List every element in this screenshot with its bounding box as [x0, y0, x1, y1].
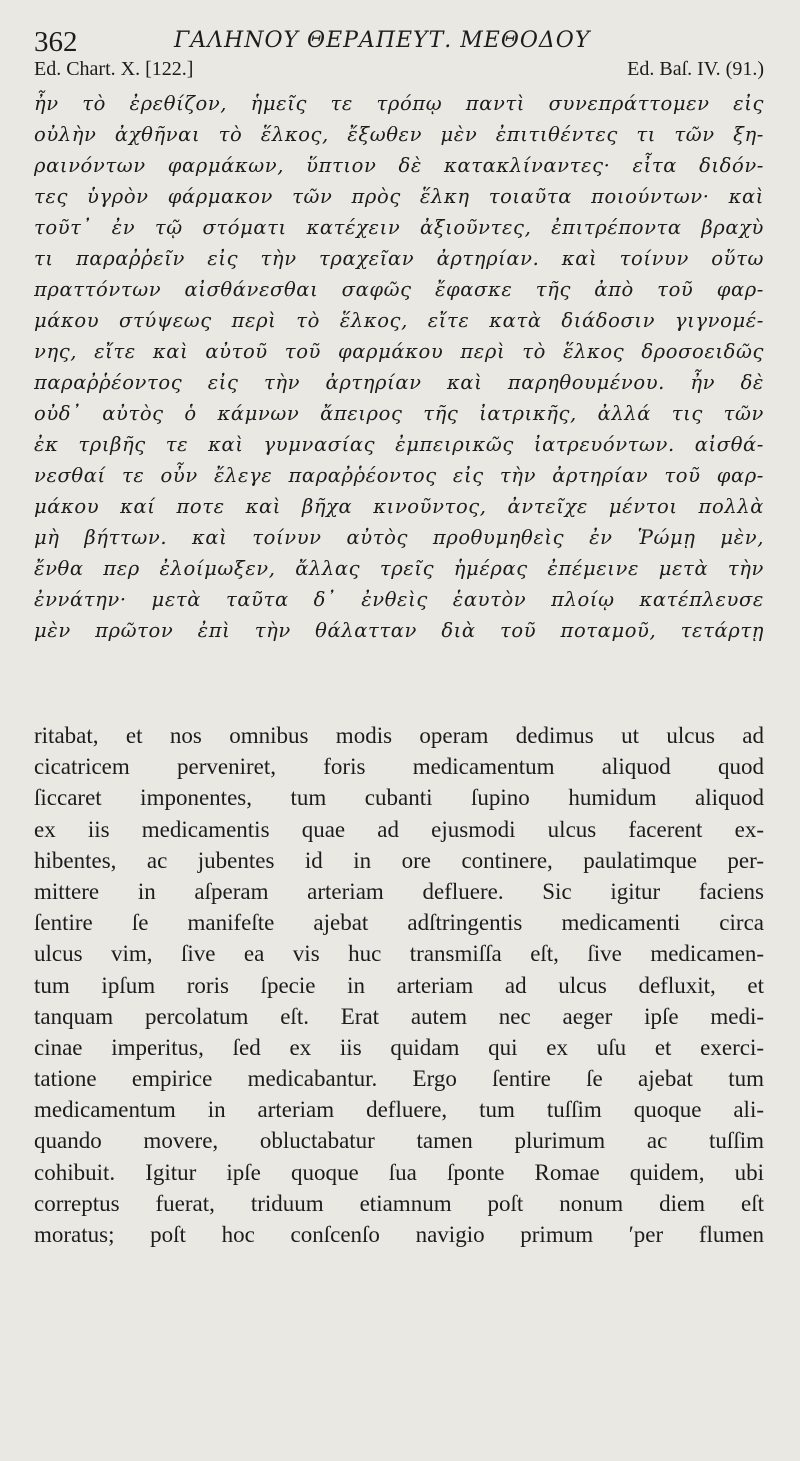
latin-text-line: moratus; poſt hoc conſcenſo navigio primum ʹper flumen: [34, 1222, 764, 1247]
greek-text-line: τες ὑγρὸν φάρμακον τῶν πρὸς ἕλκη τοιαῦτα ποιούντων· καὶ: [34, 185, 764, 208]
latin-text-line: ſentire ſe manifeſte ajebat adſtringentis medicamenti circa: [34, 910, 764, 936]
greek-text-line: νης, εἴτε καὶ αὐτοῦ τοῦ φαρμάκου περὶ τὸ ἕλκος δροσοειδῶς: [34, 340, 764, 363]
latin-text-line: ſiccaret imponentes, tum cubanti ſupino humidum aliquod: [34, 785, 764, 811]
column-gap: [34, 646, 764, 720]
greek-text-line: τοῦτ᾽ ἐν τῷ στόματι κατέχειν ἀξιοῦντες, ἐπιτρέποντα βραχὺ: [34, 216, 764, 239]
latin-text-line: ritabat, et nos omnibus modis operam dedimus ut ulcus ad: [34, 723, 764, 748]
latin-text-line: tanquam percolatum eſt. Erat autem nec aeger ipſe medi-: [34, 1003, 764, 1029]
greek-text-line: μὴ βήττων. καὶ τοίνυν αὐτὸς προθυμηθεὶς ἐν Ῥώμῃ μὲν,: [34, 526, 764, 549]
greek-text-line: ἔνθα περ ἐλοίμωξεν, ἄλλας τρεῖς ἡμέρας ἐπέμεινε μετὰ τὴν: [34, 557, 764, 580]
latin-text-line: tatione empirice medicabantur. Ergo ſentire ſe ajebat tum: [34, 1066, 764, 1092]
latin-translation-block: [34, 720, 764, 1250]
latin-text-line: mittere in aſperam arteriam defluere. Sic igitur faciens: [34, 878, 764, 904]
greek-text-line: ραινόντων φαρμάκων, ὕπτιον δὲ κατακλίναντες· εἶτα διδόν-: [34, 154, 764, 177]
latin-text-line: hibentes, ac jubentes id in ore continere, paulatimque per-: [34, 847, 764, 873]
greek-text-line: μάκου στύψεως περὶ τὸ ἕλκος, εἴτε κατὰ διάδοσιν γιγνομέ-: [34, 309, 764, 332]
latin-text-line: cohibuit. Igitur ipſe quoque ſua ſponte Romae quidem, ubi: [34, 1159, 764, 1185]
greek-text-line: ἐκ τριβῆς τε καὶ γυμνασίας ἐμπειρικῶς ἰατρευόντων. αἰσθά-: [34, 433, 764, 456]
latin-text-line: ulcus vim, ſive ea vis huc transmiſſa eſt, ſive medicamen-: [34, 941, 764, 967]
latin-text-line: cinae imperitus, ſed ex iis quidam qui ex uſu et exerci-: [34, 1034, 764, 1060]
greek-text-line: οὐδ᾽ αὐτὸς ὁ κάμνων ἄπειρος τῆς ἰατρικῆς, ἀλλά τις τῶν: [34, 402, 764, 425]
latin-text-line: tum ipſum roris ſpecie in arteriam ad ulcus defluxit, et: [34, 972, 764, 998]
page-number: 362: [34, 26, 78, 58]
latin-text-line: correptus fuerat, triduum etiamnum poſt nonum diem eſt: [34, 1190, 764, 1216]
edition-reference-basel: Ed. Baſ. IV. (91.): [627, 58, 764, 80]
greek-text-line: παραῤῥέοντος εἰς τὴν ἀρτηρίαν καὶ παρηθουμένου. ἦν δὲ: [34, 371, 764, 394]
greek-text-line: μάκου καί ποτε καὶ βῆχα κινοῦντος, ἀντεῖχε μέντοι πολλὰ: [34, 495, 764, 518]
edition-references: [34, 58, 764, 84]
greek-text-line: πραττόντων αἰσθάνεσθαι σαφῶς ἔφασκε τῆς ἀπὸ τοῦ φαρ-: [34, 278, 764, 301]
greek-text-block: [34, 88, 764, 646]
latin-text-line: cicatricem perveniret, foris medicamentum aliquod quod: [34, 754, 764, 780]
running-head: [34, 18, 764, 58]
greek-text-line: ἦν τὸ ἐρεθίζον, ἡμεῖς τε τρόπῳ παντὶ συνεπράττομεν εἰς: [34, 92, 764, 115]
latin-text-line: medicamentum in arteriam defluere, tum tuſſim quoque ali-: [34, 1097, 764, 1123]
greek-text-line: τι παραῤῥεῖν εἰς τὴν τραχεῖαν ἀρτηρίαν. καὶ τοίνυν οὕτω: [34, 247, 764, 270]
edition-reference-chartier: Ed. Chart. X. [122.]: [34, 58, 194, 80]
running-title: ΓΑΛΗΝΟΥ ΘΕΡΑΠΕΥΤ. ΜΕΘΟΔΟΥ: [174, 28, 591, 53]
greek-text-line: μὲν πρῶτον ἐπὶ τὴν θάλατταν διὰ τοῦ ποταμοῦ, τετάρτῃ: [34, 619, 764, 642]
greek-text-line: νεσθαί τε οὖν ἔλεγε παραῤῥέοντος εἰς τὴν ἀρτηρίαν τοῦ φαρ-: [34, 464, 764, 487]
latin-text-line: ex iis medicamentis quae ad ejusmodi ulcus facerent ex-: [34, 816, 764, 842]
latin-text-line: quando movere, obluctabatur tamen plurimum ac tuſſim: [34, 1128, 764, 1154]
greek-text-line: ἐννάτην· μετὰ ταῦτα δ᾽ ἐνθεὶς ἑαυτὸν πλοίῳ κατέπλευσε: [34, 588, 764, 611]
greek-text-line: οὐλὴν ἀχθῆναι τὸ ἕλκος, ἔξωθεν μὲν ἐπιτιθέντες τι τῶν ξη-: [34, 123, 764, 146]
